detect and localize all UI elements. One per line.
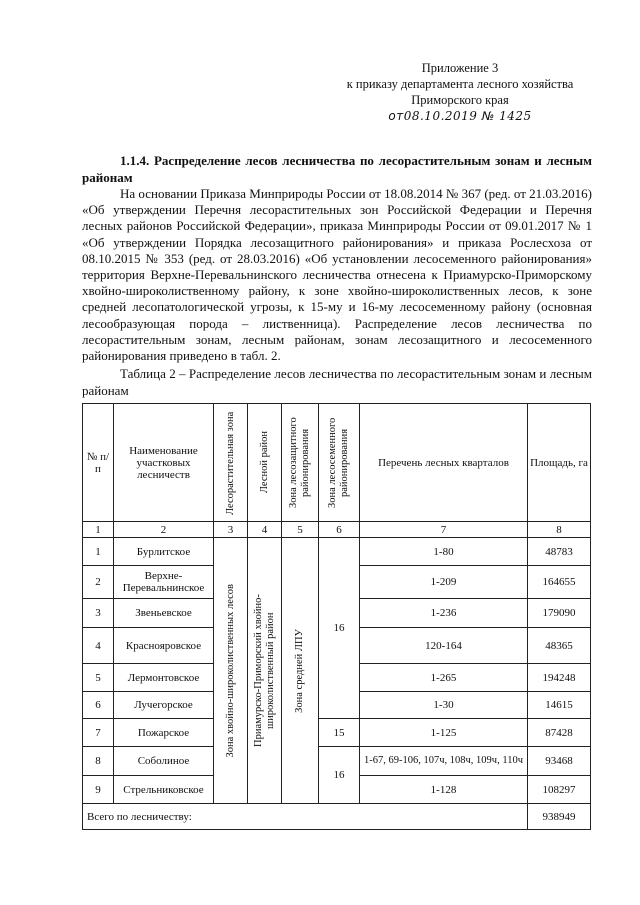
table-caption: Таблица 2 – Распределение лесов лесничества по лесорастительным зонам и лесным районам	[82, 366, 592, 398]
col-number: 1	[83, 522, 114, 538]
zone-value: Зона хвойно-широколиственных лесов	[224, 583, 236, 758]
row-area: 48783	[528, 538, 591, 566]
header-zone-cell	[214, 404, 248, 522]
total-value: 938949	[528, 804, 591, 830]
appendix-date-line	[300, 108, 620, 124]
handwritten-date: 08.10.2019	[403, 109, 478, 123]
row-quarters: 120-164	[360, 628, 528, 664]
number-label: №	[481, 109, 495, 123]
section-heading: 1.1.4. Распределение лесов лесничества по лесорастительным зонам и лесным районам	[82, 153, 592, 185]
row-quarters: 1-265	[360, 664, 528, 692]
header-zone: Лесорастительная зона	[224, 410, 236, 515]
header-name: Наименование участковых лесничеств	[114, 404, 214, 522]
col-number: 4	[248, 522, 282, 538]
col-number: 3	[214, 522, 248, 538]
row-area: 164655	[528, 566, 591, 599]
row-quarters: 1-209	[360, 566, 528, 599]
zone-merged-cell	[214, 538, 248, 804]
row-quarters: 1-236	[360, 599, 528, 628]
protection-value: Зона средней ЛПУ	[294, 628, 305, 713]
row-area: 194248	[528, 664, 591, 692]
section-heading-block	[82, 153, 592, 186]
row-quarters: 1-128	[360, 776, 528, 804]
handwritten-number: 1425	[499, 109, 532, 123]
row-name: Краснояровское	[114, 628, 214, 664]
row-name: Лермонтовское	[114, 664, 214, 692]
column-number-row	[83, 522, 591, 538]
protection-merged-cell	[282, 538, 319, 804]
row-num: 9	[83, 776, 114, 804]
row-quarters: 1-80	[360, 538, 528, 566]
header-quarters: Перечень лесных кварталов	[360, 404, 528, 522]
row-quarters: 1-67, 69-106, 107ч, 108ч, 109ч, 110ч	[360, 747, 528, 776]
row-area: 14615	[528, 692, 591, 719]
col-number: 2	[114, 522, 214, 538]
from-label: от	[388, 109, 404, 123]
row-num: 3	[83, 599, 114, 628]
seed-value-b: 15	[319, 719, 360, 747]
seed-value-c: 16	[319, 747, 360, 804]
appendix-title: Приложение 3	[421, 61, 499, 75]
header-district-cell	[248, 404, 282, 522]
header-seed-cell	[319, 404, 360, 522]
row-name: Пожарское	[114, 719, 214, 747]
row-name: Верхне-Перевальнинское	[114, 566, 214, 599]
header-protection-cell	[282, 404, 319, 522]
header-num: № п/п	[83, 404, 114, 522]
header-area: Площадь, га	[528, 404, 591, 522]
row-name: Лучегорское	[114, 692, 214, 719]
row-name: Звеньевское	[114, 599, 214, 628]
total-label: Всего по лесничеству:	[83, 804, 528, 830]
row-quarters: 1-125	[360, 719, 528, 747]
col-number: 6	[319, 522, 360, 538]
row-num: 6	[83, 692, 114, 719]
table-header-row	[83, 404, 591, 522]
row-area: 108297	[528, 776, 591, 804]
district-merged-cell	[248, 538, 282, 804]
row-area: 87428	[528, 719, 591, 747]
row-num: 2	[83, 566, 114, 599]
zones-table	[82, 403, 591, 830]
total-row	[83, 804, 591, 830]
district-value: Приамурско-Приморский хвойно-широколиственный район	[252, 594, 276, 747]
col-number: 7	[360, 522, 528, 538]
header-protection: Зона лесозащитного районирования	[288, 417, 311, 508]
appendix-header	[300, 60, 620, 124]
table-row	[83, 538, 591, 566]
row-num: 1	[83, 538, 114, 566]
col-number: 5	[282, 522, 319, 538]
row-num: 4	[83, 628, 114, 664]
row-name: Бурлитское	[114, 538, 214, 566]
appendix-order-ref: к приказу департамента лесного хозяйства	[346, 77, 574, 91]
seed-value-a: 16	[319, 538, 360, 719]
row-area: 179090	[528, 599, 591, 628]
row-name: Стрельниковское	[114, 776, 214, 804]
row-area: 48365	[528, 628, 591, 664]
row-name: Соболиное	[114, 747, 214, 776]
table-row	[83, 719, 591, 747]
row-num: 8	[83, 747, 114, 776]
row-num: 5	[83, 664, 114, 692]
header-seed: Зона лесосеменного районирования	[327, 417, 350, 508]
col-number: 8	[528, 522, 591, 538]
appendix-region: Приморского края	[411, 93, 509, 107]
row-num: 7	[83, 719, 114, 747]
table-row	[83, 747, 591, 776]
section-paragraph: На основании Приказа Минприроды России от 18.08.2014 № 367 (ред. от 21.03.2016) «Об утверждении Перечня лесорастительных зон Российской Федерации и Перечня лесных районов Российской Федерации», приказа Минприроды России от 09.01.2017 № 1 «Об утверждении Порядка лесозащитного районирования» и приказа Рослесхоза от 08.10.2015 № 353 (ред. от 28.03.2016) «Об установлении лесосеменного районирования» территория Верхне-Перевальнинского лесничества отнесена к Приамурско-Приморскому хвойно-широколиственному району, к зоне хвойно-широколиственных лесов, к зоне средней лесопатологической угрозы, к 15-му и 16-му лесосеменному району (основная лесообразующая порода – лиственница). Распределение лесов лесничества по лесорастительным зонам, лесным районам, зонам лесозащитного и лесосеменного районирования приведено в табл. 2.	[82, 186, 592, 364]
row-quarters: 1-30	[360, 692, 528, 719]
row-area: 93468	[528, 747, 591, 776]
header-district: Лесной район	[258, 431, 270, 494]
